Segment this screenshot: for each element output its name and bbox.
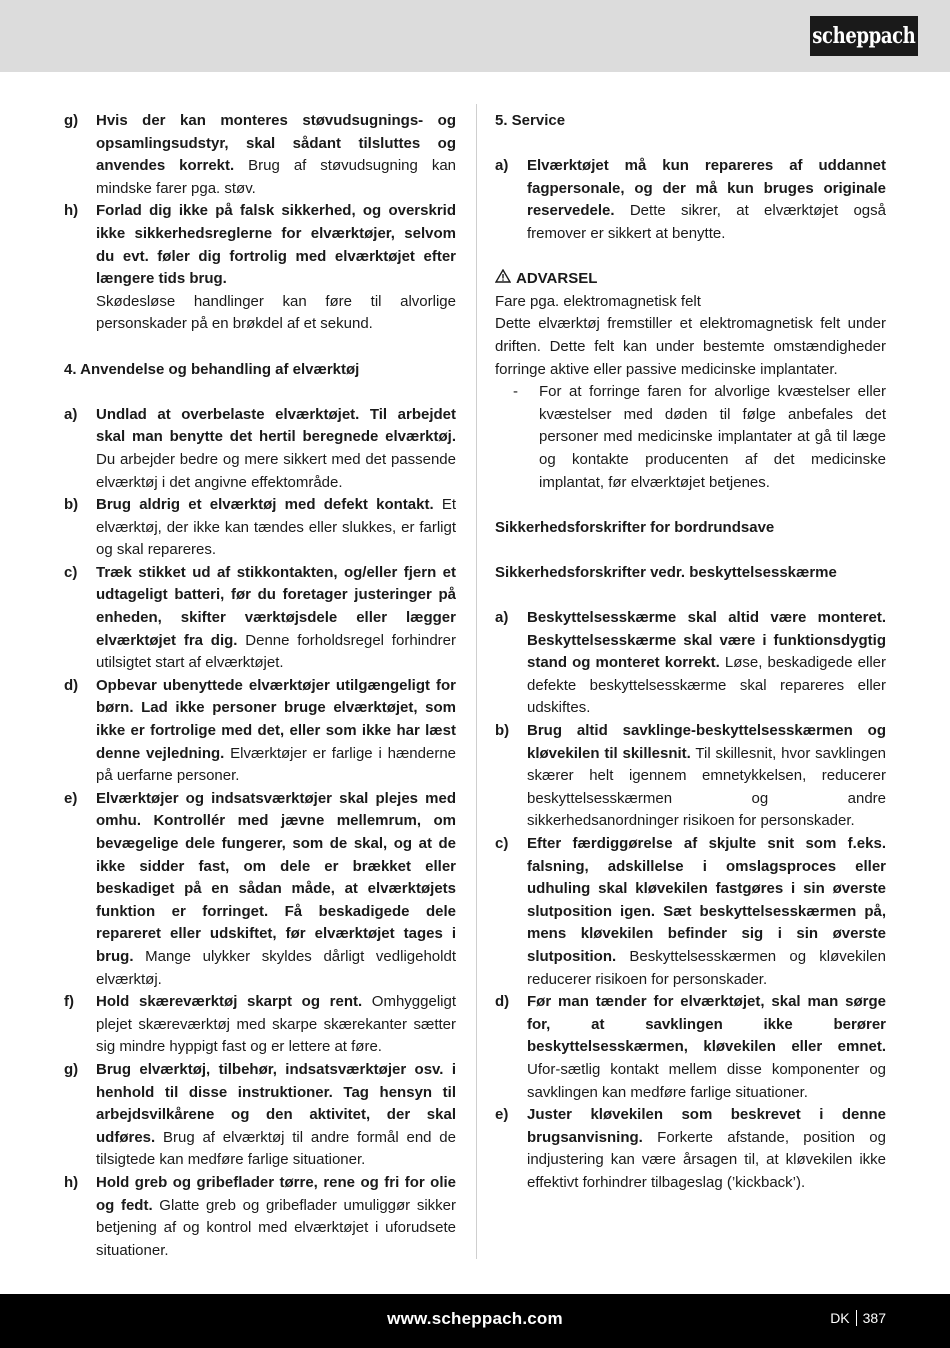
item-bold-text: Forlad dig ikke på falsk sikkerhed, og overskrid ikke sikkerhedsreglerne for elværktøjer, selvom du evt. føler dig fortrolig med elværktøjet efter længere tids brug. bbox=[96, 202, 456, 288]
item-bold-text: Træk stikket ud af stikkontakten, og/eller fjern et udtageligt batteri, før du foretager justeringer på enheden, skifter værktøjsdele eller lægger elværktøjet fra dig. bbox=[96, 563, 456, 649]
item-label: g) bbox=[64, 112, 79, 129]
section-heading: Sikkerhedsforskrifter vedr. beskyttelsesskærme bbox=[495, 563, 837, 581]
list-item bbox=[495, 1104, 886, 1194]
item-bold-text: Hold greb og gribeflader tørre, rene og fri for olie og fedt. bbox=[96, 1173, 456, 1214]
language-code: DK bbox=[830, 1310, 850, 1326]
item-text: Du arbejder bedre og mere sikkert med det passende elværktøj i det angivne effektområde. bbox=[96, 450, 456, 491]
list-item bbox=[64, 675, 456, 788]
item-text: Brug af elværktøj til andre formål end de tilsigtede kan medføre farlige situationer. bbox=[96, 1128, 456, 1169]
list-item bbox=[64, 562, 456, 675]
item-text: Til skillesnit, hvor savklingen skærer helt igennem emnetykkelsen, reducerer beskyttelsesskærmen og andre sikkerhedsanordninger risikoen for personskader. bbox=[527, 744, 886, 830]
list-item bbox=[495, 607, 886, 720]
item-label: a) bbox=[64, 405, 78, 423]
item-bold-text: Elværktøjet må kun repareres af uddannet fagpersonale, og der må kun bruges originale reservedele. bbox=[527, 157, 886, 220]
list-item bbox=[64, 1172, 456, 1262]
warning-subtitle: Fare pga. elektromagnetisk felt bbox=[495, 292, 701, 310]
item-label: h) bbox=[64, 202, 79, 220]
page-indicator bbox=[830, 1310, 886, 1326]
warning-heading bbox=[495, 268, 886, 291]
item-label: e) bbox=[495, 1106, 509, 1124]
list-item bbox=[495, 991, 886, 1104]
footer-separator bbox=[856, 1310, 857, 1326]
item-bold-text: Brug altid savklinge-beskyttelsesskærmen og kløvekilen til skillesnit. bbox=[527, 722, 886, 762]
item-text: Brug af støvudsugning kan mindske farer pga. støv. bbox=[96, 157, 456, 197]
item-text: Forkerte afstande, position og indjustering kan være årsagen til, at kløvekilen ikke effektivt forhindrer tilbageslag (’kickback’). bbox=[527, 1128, 886, 1191]
brand-logo bbox=[810, 16, 918, 56]
warning-text: Dette elværktøj fremstiller et elektromagnetisk felt under driften. Dette felt kan under bestemte omstændigheder forringe aktive eller passive medicinske implantater. bbox=[495, 315, 886, 378]
item-label: e) bbox=[64, 789, 78, 807]
item-bold-text: Hold skæreværktøj skarpt og rent. bbox=[96, 993, 363, 1011]
column-divider bbox=[476, 104, 477, 1259]
left-column bbox=[64, 110, 456, 1262]
section-heading: 5. Service bbox=[495, 112, 566, 129]
item-text: Skødesløse handlinger kan føre til alvorlige personskader på en brøkdel af et sekund. bbox=[96, 292, 456, 333]
item-label: b) bbox=[64, 496, 79, 514]
item-bold-text: Brug aldrig et elværktøj med defekt kontakt. bbox=[96, 496, 434, 514]
item-bold-text: Undlad at overbelaste elværktøjet. Til arbejdet skal man benytte det hertil beregnede elværktøj. bbox=[96, 405, 456, 446]
item-bold-text: Brug elværktøj, tilbehør, indsatsværktøjer osv. i henhold til disse instruktioner. Tag hensyn til arbejdsvilkårene og den aktivitet, der skal udføres. bbox=[96, 1060, 456, 1146]
item-label: g) bbox=[64, 1060, 79, 1078]
right-column bbox=[495, 110, 886, 1195]
list-item bbox=[64, 1059, 456, 1172]
item-text: Elværktøjer er farlige i hænderne på uerfarne personer. bbox=[96, 744, 457, 785]
item-label: a) bbox=[495, 609, 509, 627]
header-band bbox=[0, 0, 950, 72]
item-label: f) bbox=[64, 993, 74, 1011]
item-bold-text: Efter færdiggørelse af skjulte snit som f.eks. falsning, adskillelse i omslagsproces eller udhuling skal kløvekilen fastgøres i sin øverste slutposition igen. Sæt beskyttelsesskærmen på, mens kløvekilen befinder sig i sin øverste slutposition. bbox=[527, 835, 886, 965]
list-item bbox=[64, 494, 456, 562]
list-item bbox=[495, 155, 886, 245]
item-label: d) bbox=[495, 993, 510, 1011]
footer-bar bbox=[0, 1294, 950, 1348]
item-bold-text: Elværktøjer og indsatsværktøjer skal plejes med omhu. Kontrollér med jævne mellemrum, om bevægelige dele fungerer, som de skal, og at de ikke sidder fast, om dele er brækket eller beskadiget på en sådan måde, at elværktøjets funktion er forringet. Få beskadigede dele repareret eller udskiftet, før elværktøjet tages i brug. bbox=[96, 789, 456, 965]
item-text: Denne forholdsregel forhindrer utilsigtet start af elværktøjet. bbox=[96, 631, 457, 672]
item-text: Et elværktøj, der ikke kan tændes eller slukkes, er farligt og skal repareres. bbox=[96, 496, 457, 559]
item-bold-text: Hvis der kan monteres støvudsugnings- og opsamlingsudstyr, skal sådant tilsluttes og anvendes korrekt. bbox=[96, 112, 456, 175]
item-text: Ufor-sætlig kontakt mellem disse komponenter og savklingen kan medføre farlige situationer. bbox=[527, 1060, 886, 1101]
list-item bbox=[64, 404, 456, 494]
warning-title: ADVARSEL bbox=[516, 270, 598, 288]
section-heading: 4. Anvendelse og behandling af elværktøj bbox=[64, 360, 360, 378]
item-text: Omhyggeligt plejet skæreværktøj med skarpe skærekanter sætter sig mindre hyppigt fast og er lettere at føre. bbox=[96, 993, 457, 1056]
item-text: Løse, beskadigede eller defekte beskyttelsesskærme skal repareres eller udskiftes. bbox=[527, 654, 886, 717]
brand-logo-text: scheppach bbox=[812, 23, 916, 49]
item-text: Mange ulykker skyldes dårligt vedligeholdt elværktøj. bbox=[96, 947, 456, 988]
item-label: c) bbox=[64, 563, 78, 581]
item-label: h) bbox=[64, 1173, 79, 1191]
item-text: Glatte greb og gribeflader umuliggør sikker betjening af og kontrol med elværktøjet i uforudsete situationer. bbox=[96, 1196, 456, 1259]
item-text: Dette sikrer, at elværktøjet også fremover er sikkert at benytte. bbox=[527, 202, 886, 242]
warning-triangle-icon bbox=[495, 268, 511, 291]
list-item bbox=[495, 720, 886, 833]
item-bold-text: Opbevar ubenyttede elværktøjer utilgængeligt for børn. Lad ikke personer bruge elværktøjet, som ikke er fortrolige med det, eller som ikke har læst denne vejledning. bbox=[96, 676, 456, 762]
item-label: b) bbox=[495, 722, 510, 740]
list-item bbox=[64, 788, 456, 991]
item-bold-text: Juster kløvekilen som beskrevet i denne brugsanvisning. bbox=[527, 1106, 886, 1146]
list-item bbox=[495, 833, 886, 991]
section-heading: Sikkerhedsforskrifter for bordrundsave bbox=[495, 518, 775, 536]
page-number: 387 bbox=[862, 1310, 886, 1326]
item-label: d) bbox=[64, 676, 79, 694]
footer-url-link[interactable]: www.scheppach.com bbox=[387, 1309, 563, 1328]
item-bold-text: Før man tænder for elværktøjet, skal man sørge for, at savklingen ikke berører beskyttelsesskærmen, kløvekilen eller emnet. bbox=[527, 993, 886, 1056]
list-item bbox=[64, 200, 456, 336]
bullet-text: For at forringe faren for alvorlige kvæstelser eller kvæstelser med døden til følge anbefales det personer med medicinske implantater at gå til læge og kontakte producenten af det medicinske implantat, før elværktøjet betjenes. bbox=[539, 383, 886, 491]
item-bold-text: Beskyttelsesskærme skal altid være monteret. Beskyttelsesskærme skal være i funktionsdygtig stand og monteret korrekt. bbox=[527, 609, 886, 672]
list-item bbox=[64, 991, 456, 1059]
bullet-dash: - bbox=[513, 383, 518, 401]
item-label: a) bbox=[495, 157, 509, 175]
list-item bbox=[64, 110, 456, 200]
warning-bullet bbox=[495, 381, 886, 494]
item-label: c) bbox=[495, 835, 509, 852]
item-text: Beskyttelsesskærmen og kløvekilen reducerer risikoen for personskader. bbox=[527, 947, 886, 988]
